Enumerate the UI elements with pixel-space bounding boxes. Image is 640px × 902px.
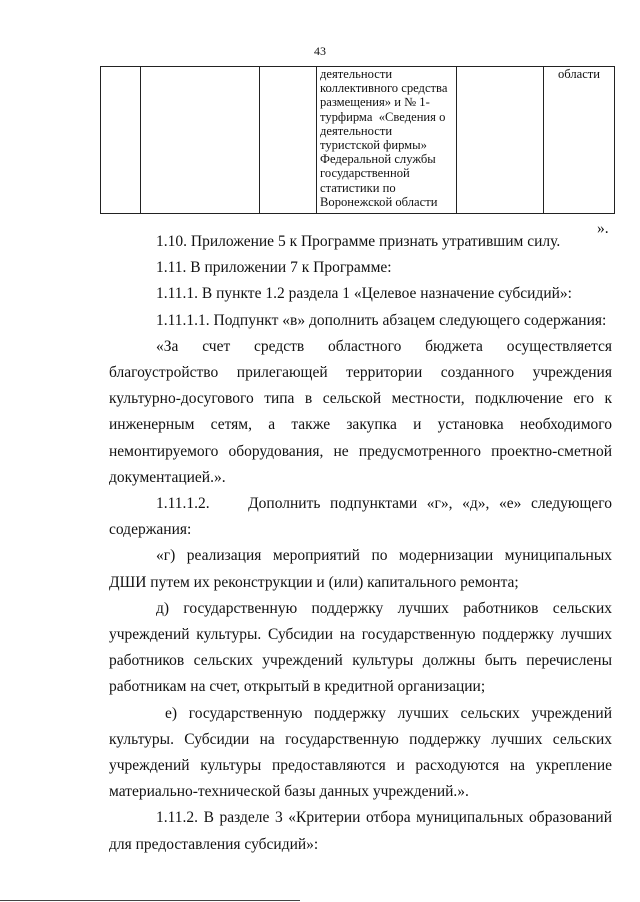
paragraph: е) государственную поддержку лучших сельских учреждений культуры. Субсидии на государственную поддержку лучших сельских учреждений культуры предоставляются и расходуются на укрепление материально-технической базы данных учреждений.». [109, 704, 612, 801]
table-row [101, 67, 615, 214]
paragraph: 1.11.1. В пункте 1.2 раздела 1 «Целевое назначение субсидий»: [156, 285, 572, 303]
paragraph: 1.11.1.1. Подпункт «в» дополнить абзацем следующего содержания: [156, 311, 607, 329]
document-body [109, 229, 616, 858]
table-cell-empty [141, 67, 260, 214]
footer-divider [0, 900, 300, 901]
table-cell-empty [260, 67, 317, 214]
page-number: 43 [314, 44, 326, 58]
closing-quote: ». [597, 220, 609, 237]
table-cell-empty [101, 67, 141, 214]
cell-line: деятельности [320, 67, 393, 81]
cell-line: статистики по [320, 180, 396, 195]
paragraph: 1.11.2. В разделе 3 «Критерии отбора муниципальных образований для предоставления субсидий»: [109, 809, 612, 853]
cell-line: государственной [320, 166, 410, 181]
table-cell-empty [457, 67, 544, 214]
cell-line: Федеральной службы [320, 152, 436, 167]
paragraph: 1.11. В приложении 7 к Программе: [156, 259, 392, 277]
paragraph: 1.10. Приложение 5 к Программе признать утратившим силу. [156, 233, 561, 250]
table-cell-region: области [544, 67, 615, 214]
paragraph: 1.11.1.2. Дополнить подпунктами «г», «д», «е» следующего содержания: [109, 495, 616, 539]
continuation-table [100, 66, 615, 214]
paragraph: д) государственную поддержку лучших работников сельских учреждений культуры. Субсидии на государственную поддержку лучших работников сельских учреждений культуры должны быть перечислены работникам на счет, открытый в кредитной организации; [109, 599, 612, 696]
cell-line: коллективного средства [320, 81, 448, 96]
cell-line: Воронежской области [320, 194, 438, 209]
cell-line: размещения» и № 1- [320, 95, 430, 110]
cell-line: турфирма «Сведения о [320, 109, 446, 124]
paragraph: «г) реализация мероприятий по модернизации муниципальных ДШИ путем их реконструкции и (или) капитального ремонта; [109, 547, 612, 591]
paragraph: «За счет средств областного бюджета осуществляется благоустройство прилегающей территории созданного учреждения культурно-досугового типа в сельской местности, подключение его к инженерным сетям, а также закупка и установка необходимого немонтируемого оборудования, не предусмотренного проектно-сметной документацией.». [109, 337, 612, 486]
cell-line: туристской фирмы» [320, 138, 427, 153]
table-cell-description [317, 67, 457, 214]
cell-line: деятельности [320, 123, 393, 138]
